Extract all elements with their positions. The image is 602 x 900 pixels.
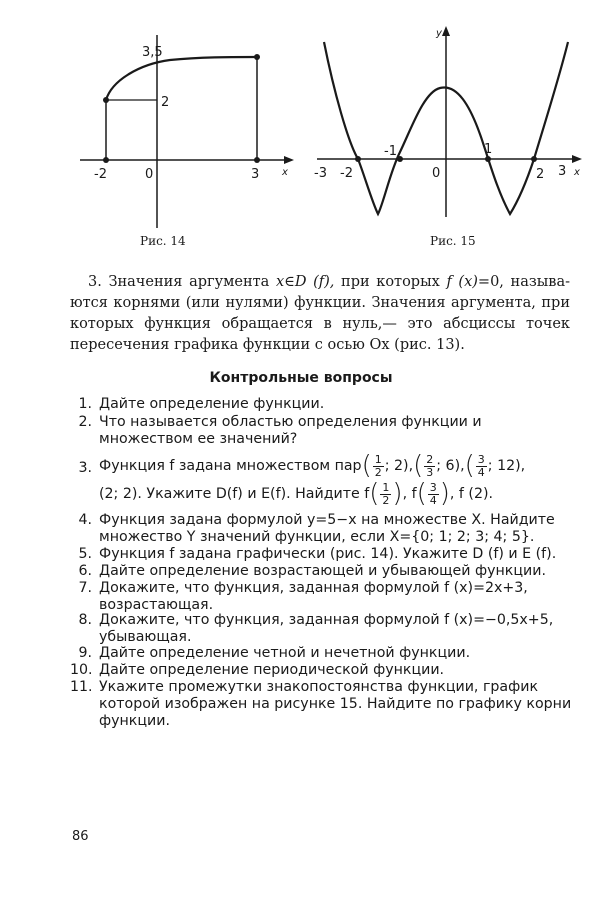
question-text: Дайте определение четной и нечетной функции.	[99, 645, 471, 661]
curve-end-point	[254, 54, 260, 60]
question-text: Докажите, что функция, заданная формулой f (x)=−0,5x+5, убывающая.	[99, 612, 554, 645]
question-text: Укажите промежутки знакопостоянства функции, график которой изображен на рисунке 15. Найдите по графику корни функции.	[99, 679, 572, 729]
root-neg1	[397, 156, 403, 162]
root-neg2	[355, 156, 361, 162]
label-0: 0	[145, 167, 154, 182]
para-fx: f (x)	[446, 274, 478, 290]
tick-point-neg2	[103, 157, 109, 163]
tick-point-3	[254, 157, 260, 163]
label-neg3: -3	[314, 166, 327, 181]
figure-14	[70, 30, 300, 230]
x-axis-label: x	[282, 167, 288, 178]
question-6	[70, 563, 575, 581]
figure-15	[312, 22, 592, 232]
label-neg1: -1	[384, 144, 397, 159]
question-number: 5.	[78, 546, 92, 562]
paragraph-roots	[70, 272, 570, 356]
label-3: 3	[558, 164, 567, 179]
y-axis-label: y	[436, 28, 442, 39]
para-part-2: при которых	[334, 274, 447, 290]
q3-v2: ; 6)	[436, 458, 461, 474]
question-5	[70, 546, 575, 564]
question-11	[70, 679, 575, 731]
q3-part-a: Функция f задана множеством пар	[99, 458, 362, 474]
x-axis-arrow	[284, 156, 294, 164]
fraction-2-3: $\frac{2}{3}$	[426, 452, 434, 479]
x-axis-arrow	[572, 155, 582, 163]
label-1: 1	[484, 142, 493, 157]
question-number: 10.	[70, 662, 93, 678]
label-neg2: -2	[94, 167, 107, 182]
label-3-5: 3,5	[142, 45, 163, 60]
q3-v1: ; 2)	[384, 458, 409, 474]
q3-v3: ; 12),	[487, 458, 526, 474]
figure-14-caption: Рис. 14	[140, 234, 186, 248]
section-heading: Контрольные вопросы	[209, 370, 393, 386]
question-number: 11.	[70, 679, 93, 695]
question-number: 7.	[78, 580, 92, 596]
question-text: Дайте определение возрастающей и убывающей функции.	[99, 563, 546, 579]
para-domain: x∈D (f),	[275, 274, 335, 290]
question-1	[70, 396, 575, 414]
question-2	[70, 414, 575, 448]
question-4	[70, 512, 575, 546]
question-10	[70, 662, 575, 680]
root-2	[531, 156, 537, 162]
question-3	[70, 452, 575, 514]
q3-part-c: f (2).	[458, 486, 494, 502]
question-9	[70, 645, 575, 663]
fraction-3-4: $\frac{3}{4}$	[477, 452, 485, 479]
q3-part-b: (2; 2). Укажите D(f) и E(f). Найдите f	[99, 486, 370, 502]
question-8	[70, 612, 575, 646]
question-number: 4.	[78, 512, 92, 528]
fraction-1-2b: $\frac{1}{2}$	[382, 480, 390, 507]
y-axis-arrow	[442, 26, 450, 36]
page-number: 86	[72, 829, 89, 844]
x-axis-label: x	[574, 167, 580, 178]
question-text: Докажите, что функция, заданная формулой f (x)=2x+3, возрастающая.	[99, 580, 528, 613]
question-7	[70, 580, 575, 614]
para-rest: ются корнями (или нулями) функции. Значения аргумента, при которых функция обращается в нуль,— это абсциссы точек пересечения графика функции с осью Ox (рис. 13).	[70, 295, 570, 353]
label-2: 2	[536, 167, 545, 182]
question-number: 8.	[78, 612, 92, 628]
figure-14-graph	[70, 30, 300, 230]
para-part-1: 3. Значения аргумента	[88, 274, 276, 290]
question-number: 6.	[78, 563, 92, 579]
fraction-3-4b: $\frac{3}{4}$	[429, 480, 437, 507]
curve-start-point	[103, 97, 109, 103]
fraction-1-2: $\frac{1}{2}$	[374, 452, 382, 479]
label-0: 0	[432, 166, 441, 181]
figure-15-caption: Рис. 15	[430, 234, 476, 248]
label-3: 3	[251, 167, 260, 182]
question-text: Функция f задана множеством пар( $\frac{1}{2}$ ; 2),( $\frac{2}{3}$ ; 6),( $\frac{3}{4}$ ; 12), (2; 2). Укажите D(f) и E(f). Найдите f( $\frac{1}{2}$ ), f( $\frac{3}{4}$ ), f (2).	[99, 450, 526, 509]
question-text: Функция задана формулой y=5−x на множестве X. Найдите множество Y значений функции, если X={0; 1; 2; 3; 4; 5}.	[99, 512, 555, 545]
question-number: 2.	[78, 414, 92, 430]
label-2: 2	[161, 95, 170, 110]
label-neg2: -2	[340, 166, 353, 181]
question-text: Функция f задана графически (рис. 14). Укажите D (f) и E (f).	[99, 546, 557, 562]
question-text: Что называется областью определения функции и множеством ее значений?	[99, 414, 482, 447]
question-number: 3.	[78, 460, 92, 476]
question-number: 1.	[78, 396, 92, 412]
question-text: Дайте определение периодической функции.	[99, 662, 445, 678]
figure-15-graph	[312, 22, 592, 232]
question-text: Дайте определение функции.	[99, 396, 325, 412]
question-number: 9.	[78, 645, 92, 661]
sqrt-curve	[106, 57, 257, 100]
para-part-3: =0, называ-	[477, 274, 570, 290]
